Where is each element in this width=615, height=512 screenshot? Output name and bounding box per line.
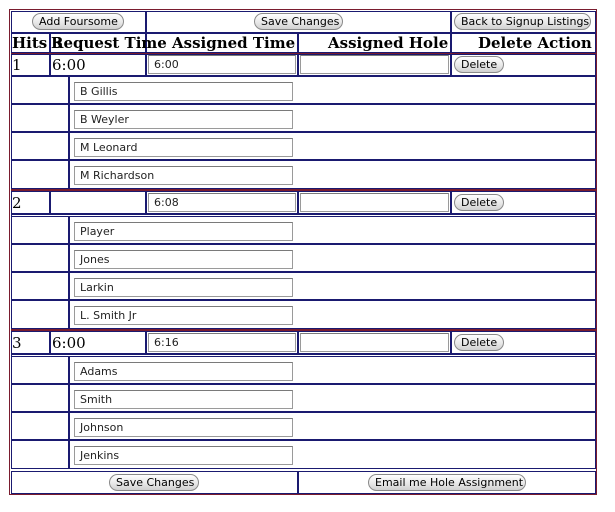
player-row bbox=[11, 440, 69, 469]
add-foursome-button[interactable]: Add Foursome bbox=[32, 13, 124, 30]
player-input[interactable]: M Richardson bbox=[74, 166, 293, 185]
player-row bbox=[11, 244, 69, 272]
player-row bbox=[11, 412, 69, 440]
save-changes-button-bottom[interactable]: Save Changes bbox=[109, 474, 199, 491]
player-input[interactable]: Jones bbox=[74, 250, 293, 269]
delete-button[interactable]: Delete bbox=[454, 56, 504, 73]
player-input[interactable]: Player bbox=[74, 222, 293, 241]
player-input[interactable]: Johnson bbox=[74, 418, 293, 437]
assigned-time-input[interactable]: 6:00 bbox=[148, 55, 296, 74]
player-input[interactable]: Smith bbox=[74, 390, 293, 409]
assigned-hole-input[interactable] bbox=[300, 55, 449, 74]
delete-button[interactable]: Delete bbox=[454, 334, 504, 351]
player-row bbox=[11, 384, 69, 412]
group-cell-request bbox=[50, 191, 146, 214]
player-row bbox=[11, 160, 69, 189]
group-number: 2 bbox=[12, 194, 22, 212]
player-input[interactable]: B Gillis bbox=[74, 82, 293, 101]
request-time: 6:00 bbox=[52, 56, 86, 74]
header-delete-action: Delete Action bbox=[478, 34, 592, 52]
assigned-hole-input[interactable] bbox=[300, 193, 449, 212]
group-number: 3 bbox=[12, 334, 22, 352]
header-request-time: Request Time bbox=[51, 34, 167, 52]
group-number: 1 bbox=[12, 56, 22, 74]
player-input[interactable]: Adams bbox=[74, 362, 293, 381]
request-time: 6:00 bbox=[52, 334, 86, 352]
player-row bbox=[11, 132, 69, 160]
back-to-signup-listings-button[interactable]: Back to Signup Listings bbox=[454, 13, 591, 30]
header-assigned-time: Assigned Time bbox=[172, 34, 296, 52]
delete-button[interactable]: Delete bbox=[454, 194, 504, 211]
header-hits: Hits 3 bbox=[12, 34, 63, 52]
player-input[interactable]: M Leonard bbox=[74, 138, 293, 157]
player-row bbox=[11, 104, 69, 132]
player-input[interactable]: L. Smith Jr bbox=[74, 306, 293, 325]
player-row bbox=[11, 76, 69, 104]
player-row bbox=[11, 300, 69, 329]
email-hole-assignment-button[interactable]: Email me Hole Assignment bbox=[368, 474, 526, 491]
assigned-time-input[interactable]: 6:08 bbox=[148, 193, 296, 212]
player-input[interactable]: Jenkins bbox=[74, 446, 293, 465]
player-input[interactable]: B Weyler bbox=[74, 110, 293, 129]
player-row bbox=[11, 216, 69, 244]
assigned-time-input[interactable]: 6:16 bbox=[148, 333, 296, 352]
player-row bbox=[11, 356, 69, 384]
header-assigned-hole: Assigned Hole bbox=[328, 34, 449, 52]
assigned-hole-input[interactable] bbox=[300, 333, 449, 352]
player-row bbox=[11, 272, 69, 300]
save-changes-button-top[interactable]: Save Changes bbox=[254, 13, 343, 30]
player-input[interactable]: Larkin bbox=[74, 278, 293, 297]
